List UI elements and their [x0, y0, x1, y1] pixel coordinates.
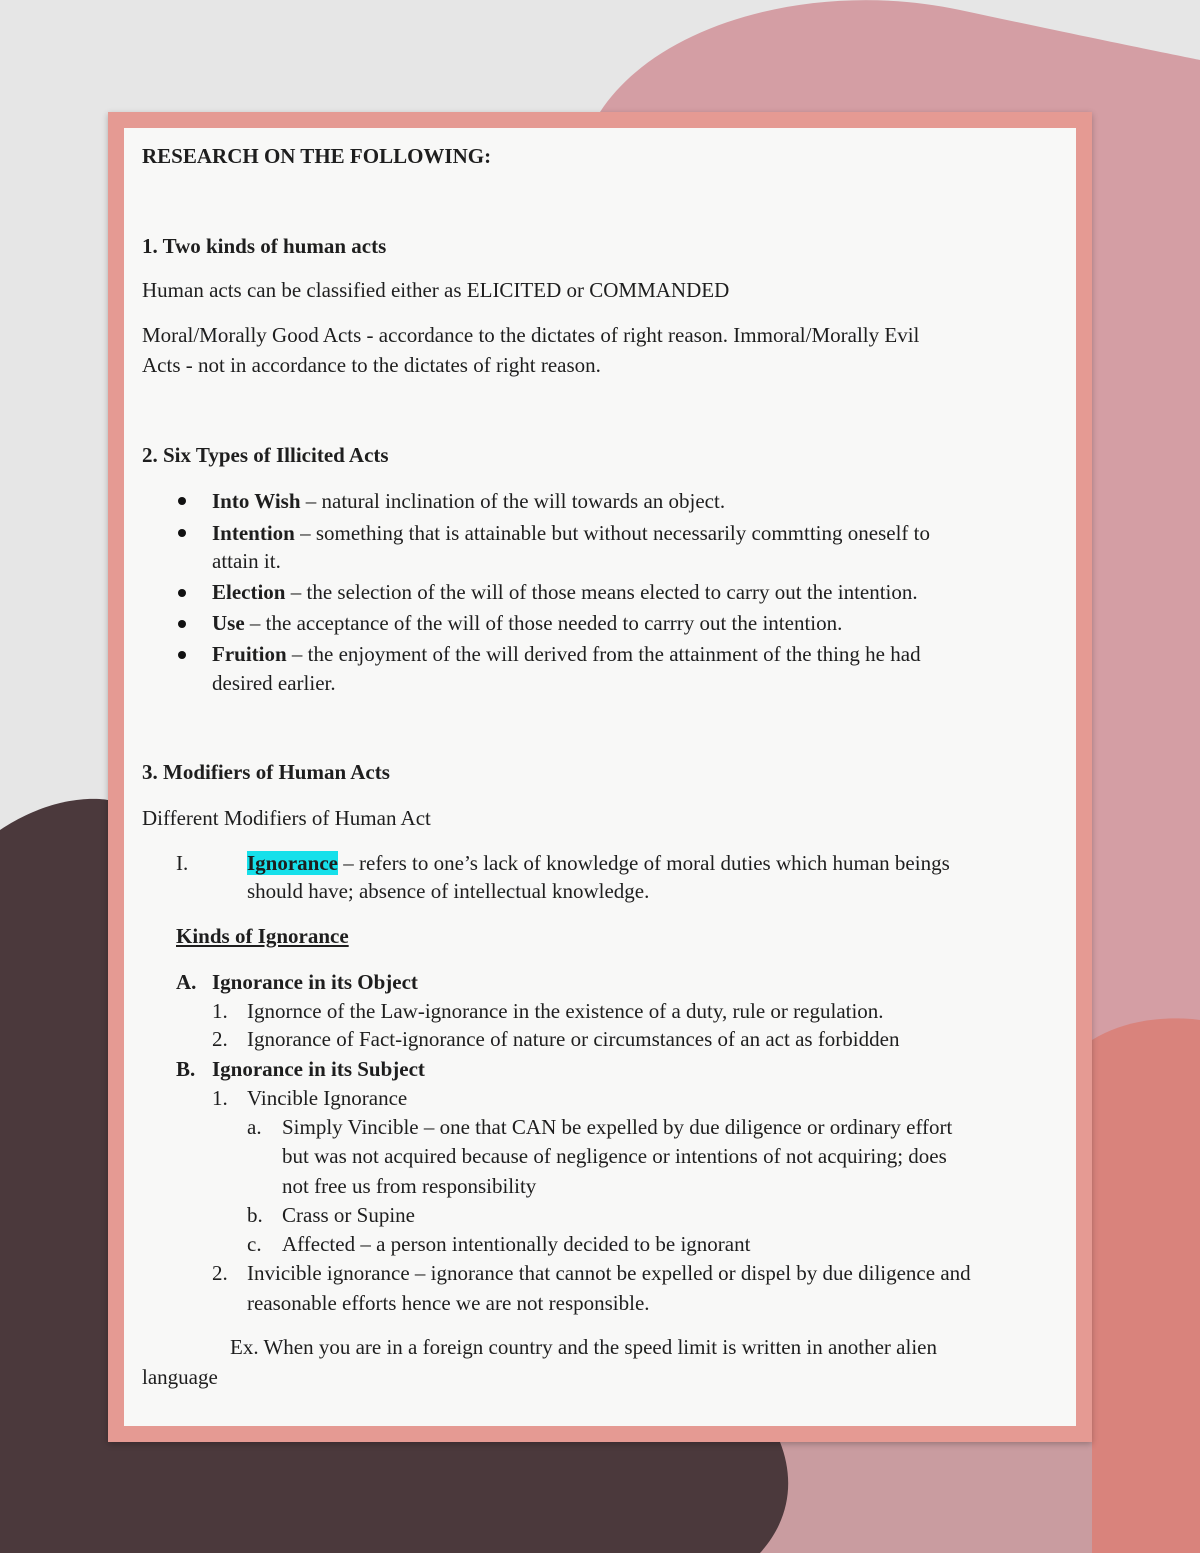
salmon-blob — [1092, 1018, 1200, 1553]
section1-paragraph1: Human acts can be classified either as ELICITED or COMMANDED — [142, 278, 730, 302]
list-item-continuation: reasonable efforts hence we are not responsible. — [247, 1291, 650, 1315]
section3-intro: Different Modifiers of Human Act — [142, 806, 431, 830]
dark-blob — [0, 799, 108, 1553]
list-marker: b. — [247, 1203, 263, 1227]
list-item: Fruition – the enjoyment of the will derived from the attainment of the thing he had — [212, 642, 921, 666]
ignorance-definition-continuation: should have; absence of intellectual knowledge. — [247, 879, 650, 903]
section3-title: 3. Modifiers of Human Acts — [142, 760, 390, 784]
list-item: Affected – a person intentionally decided to be ignorant — [282, 1232, 751, 1256]
kinds-of-ignorance-title: Kinds of Ignorance — [176, 924, 349, 948]
example-line1: Ex. When you are in a foreign country and the speed limit is written in another alien — [230, 1335, 937, 1359]
bullet-icon — [178, 620, 186, 628]
list-marker-b: B. — [176, 1057, 196, 1081]
document-heading: RESEARCH ON THE FOLLOWING: — [142, 144, 492, 168]
ignorance-subject-title: Ignorance in its Subject — [212, 1057, 425, 1081]
list-item: Into Wish – natural inclination of the will towards an object. — [212, 489, 726, 513]
list-marker: 1. — [212, 1086, 228, 1110]
list-marker: 2. — [212, 1027, 228, 1051]
section1-title: 1. Two kinds of human acts — [142, 234, 387, 258]
roman-marker: I. — [176, 851, 189, 875]
list-marker-a: A. — [176, 970, 197, 994]
list-item: Crass or Supine — [282, 1203, 415, 1227]
list-item-continuation: attain it. — [212, 549, 281, 573]
list-item: Invicible ignorance – ignorance that cannot be expelled or dispel by due diligence and — [247, 1261, 971, 1285]
list-item-continuation: desired earlier. — [212, 671, 336, 695]
dark-blob-bottom — [108, 1442, 820, 1553]
list-marker: c. — [247, 1232, 262, 1256]
example-line2: language — [142, 1365, 218, 1389]
section1-paragraph2-line1: Moral/Morally Good Acts - accordance to the dictates of right reason. Immoral/Morally Evil — [142, 323, 920, 347]
section2-title: 2. Six Types of Illicited Acts — [142, 443, 389, 467]
list-item: Ignorance of Fact-ignorance of nature or circumstances of an act as forbidden — [247, 1027, 900, 1051]
bullet-icon — [178, 589, 186, 597]
list-item: Election – the selection of the will of those means elected to carry out the intention. — [212, 580, 918, 604]
list-item: Ignornce of the Law-ignorance in the existence of a duty, rule or regulation. — [247, 999, 884, 1023]
section1-paragraph2-line2: Acts - not in accordance to the dictates of right reason. — [142, 353, 601, 377]
list-marker: 1. — [212, 999, 228, 1023]
list-marker: 2. — [212, 1261, 228, 1285]
pink-blob-bottom — [760, 1442, 1092, 1553]
list-item-continuation: but was not acquired because of negligence or intentions of not acquiring; does — [282, 1144, 947, 1168]
bullet-icon — [178, 529, 186, 537]
bullet-icon — [178, 651, 186, 659]
ignorance-object-title: Ignorance in its Object — [212, 970, 418, 994]
bullet-icon — [178, 497, 186, 505]
list-marker: a. — [247, 1115, 262, 1139]
highlighted-term: Ignorance — [247, 851, 338, 875]
list-item: Vincible Ignorance — [247, 1086, 408, 1110]
ignorance-definition: Ignorance – refers to one’s lack of knowledge of moral duties which human beings — [247, 851, 950, 875]
list-item: Intention – something that is attainable but without necessarily commtting oneself to — [212, 521, 930, 545]
list-item: Use – the acceptance of the will of those needed to carrry out the intention. — [212, 611, 843, 635]
list-item: Simply Vincible – one that CAN be expelled by due diligence or ordinary effort — [282, 1115, 953, 1139]
list-item-continuation: not free us from responsibility — [282, 1174, 537, 1198]
